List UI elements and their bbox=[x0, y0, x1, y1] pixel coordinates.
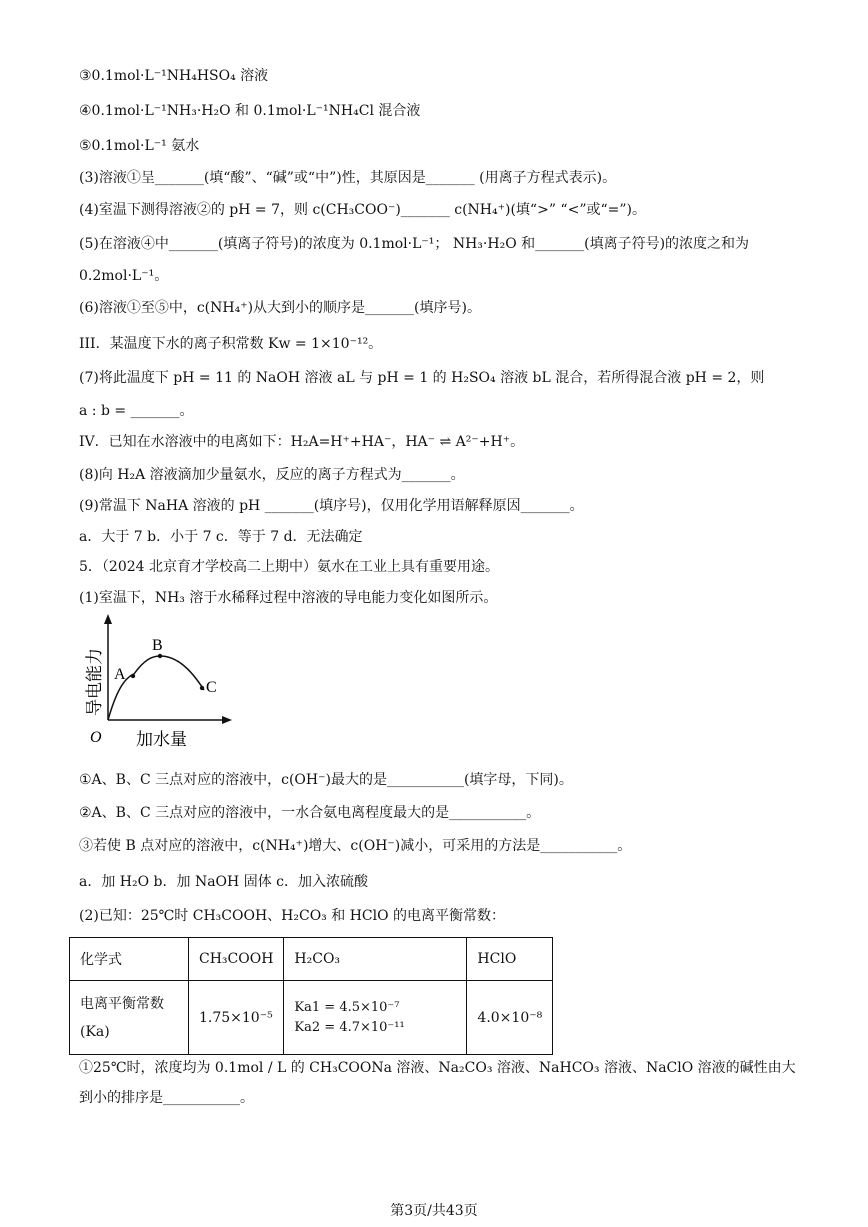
text-line-24: 到小的排序是___________。 bbox=[79, 1090, 254, 1106]
text-line-18: ①A、B、C 三点对应的溶液中，c(OH⁻)最大的是___________(填字母，下同)。 bbox=[79, 772, 573, 788]
table-header-cell: CH₃COOH bbox=[189, 938, 284, 981]
ka2-value: Ka2 = 4.7×10⁻¹¹ bbox=[294, 1019, 405, 1035]
text-line-22: (2)已知：25℃时 CH₃COOH、H₂CO₃ 和 HClO 的电离平衡常数： bbox=[79, 908, 506, 924]
text-line-7: 0.2mol·L⁻¹。 bbox=[79, 268, 169, 284]
text-line-9: III．某温度下水的离子积常数 Kw = 1×10⁻¹²。 bbox=[79, 336, 383, 352]
ionization-constant-table bbox=[69, 937, 553, 1055]
ka1-value: Ka1 = 4.5×10⁻⁷ bbox=[294, 999, 400, 1015]
text-line-8: (6)溶液①至⑤中，c(NH₄⁺)从大到小的顺序是_______(填序号)。 bbox=[79, 300, 481, 316]
table-row-label: 电离平衡常数 (Ka) bbox=[70, 981, 189, 1055]
table-cell: 4.0×10⁻⁸ bbox=[467, 981, 553, 1055]
table-header-cell: HClO bbox=[467, 938, 553, 981]
text-line-16: 5．（2024 北京育才学校高二上期中）氨水在工业上具有重要用途。 bbox=[79, 559, 499, 575]
point-c-label: C bbox=[206, 679, 217, 696]
table-cell: 1.75×10⁻⁵ bbox=[189, 981, 284, 1055]
page-footer: 第3页/共43页 bbox=[390, 1203, 478, 1219]
text-line-12: IV．已知在水溶液中的电离如下：H₂A=H⁺+HA⁻，HA⁻ ⇌ A²⁻+H⁺。 bbox=[79, 434, 525, 450]
point-a-dot bbox=[131, 674, 135, 678]
origin-label: O bbox=[90, 729, 102, 746]
text-line-5: (4)室温下测得溶液②的 pH = 7，则 c(CH₃COO⁻)_______ c(NH₄⁺)(填“>” “<”或“=”)。 bbox=[79, 202, 646, 218]
table-header-row bbox=[70, 938, 553, 981]
text-line-4: (3)溶液①呈_______(填“酸”、“碱”或“中”)性，其原因是_______ (用离子方程式表示)。 bbox=[79, 170, 617, 186]
x-axis-label: 加水量 bbox=[136, 730, 187, 747]
text-line-2: ④0.1mol·L⁻¹NH₃·H₂O 和 0.1mol·L⁻¹NH₄Cl 混合液 bbox=[79, 103, 421, 119]
point-a-label: A bbox=[114, 666, 126, 683]
text-line-15: a．大于 7 b．小于 7 c．等于 7 d．无法确定 bbox=[79, 529, 363, 545]
text-line-17: (1)室温下，NH₃ 溶于水稀释过程中溶液的导电能力变化如图所示。 bbox=[79, 590, 498, 606]
point-b-dot bbox=[158, 654, 162, 658]
text-line-6: (5)在溶液④中_______(填离子符号)的浓度为 0.1mol·L⁻¹； NH₃·H₂O 和_______(填离子符号)的浓度之和为 bbox=[79, 236, 750, 252]
text-line-13: (8)向 H₂A 溶液滴加少量氨水，反应的离子方程式为_______。 bbox=[79, 467, 465, 483]
text-line-21: a．加 H₂O b．加 NaOH 固体 c．加入浓硫酸 bbox=[79, 874, 368, 890]
text-line-23: ①25℃时，浓度均为 0.1mol / L 的 CH₃COONa 溶液、Na₂CO₃ 溶液、NaHCO₃ 溶液、NaClO 溶液的碱性由大 bbox=[79, 1060, 796, 1076]
text-line-3: ⑤0.1mol·L⁻¹ 氨水 bbox=[79, 138, 200, 154]
table-row bbox=[70, 981, 553, 1055]
point-c-dot bbox=[200, 686, 204, 690]
text-line-11: a : b = _______。 bbox=[79, 403, 194, 419]
table-header-cell: 化学式 bbox=[70, 938, 189, 981]
conductivity-graph bbox=[80, 612, 240, 747]
x-axis-arrow bbox=[222, 716, 232, 724]
table-header-cell: H₂CO₃ bbox=[284, 938, 467, 981]
text-line-1: ③0.1mol·L⁻¹NH₄HSO₄ 溶液 bbox=[79, 68, 269, 84]
y-axis-arrow bbox=[104, 614, 112, 624]
table-cell bbox=[284, 981, 467, 1055]
text-line-19: ②A、B、C 三点对应的溶液中，一水合氨电离程度最大的是___________。 bbox=[79, 805, 541, 821]
y-axis-label: 导电能力 bbox=[85, 648, 105, 716]
point-b-label: B bbox=[152, 637, 163, 654]
text-line-10: (7)将此温度下 pH = 11 的 NaOH 溶液 aL 与 pH = 1 的 H₂SO₄ 溶液 bL 混合，若所得混合液 pH = 2，则 bbox=[79, 370, 765, 386]
text-line-14: (9)常温下 NaHA 溶液的 pH _______(填序号)，仅用化学用语解释原因_______。 bbox=[79, 498, 584, 514]
text-line-20: ③若使 B 点对应的溶液中，c(NH₄⁺)增大、c(OH⁻)减小，可采用的方法是___________。 bbox=[79, 838, 632, 854]
